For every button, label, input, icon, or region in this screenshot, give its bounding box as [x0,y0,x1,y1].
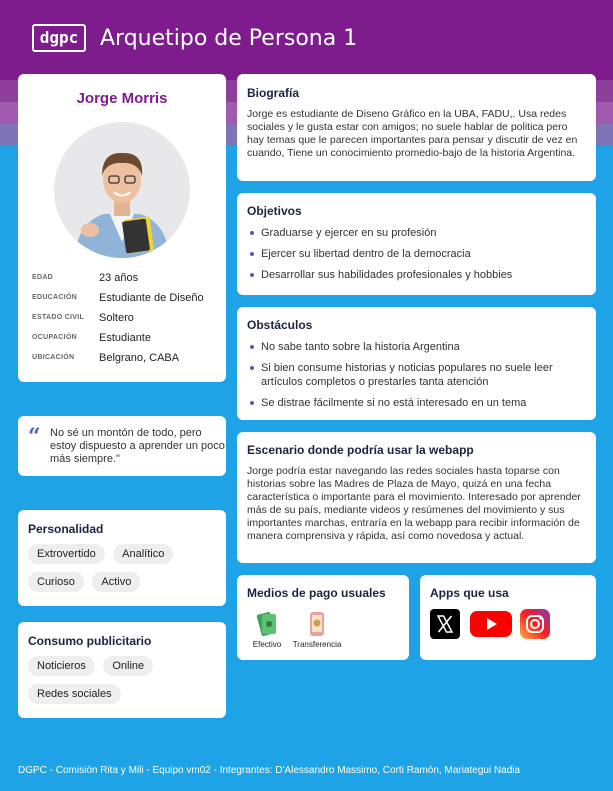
apps-card [420,575,596,660]
cash-icon [256,611,278,637]
detail-value: 23 años [99,272,139,284]
obstacle-item: Si bien consume historias y noticias populares no suele leer artículos completos o prestarles tanta atención [247,361,586,389]
profile-card [18,74,226,382]
payments-card [237,575,409,660]
quote-card [18,416,226,476]
detail-value: Soltero [99,312,134,324]
payment-item-transfer [289,611,345,649]
media-tag: Redes sociales [28,684,121,704]
section-title: Personalidad [28,522,104,536]
section-title: Consumo publicitario [28,634,152,648]
media-tag: Online [103,656,153,676]
detail-label: UBICACIÓN [32,354,75,361]
obstacle-item: No sabe tanto sobre la historia Argentina [247,340,586,354]
section-title: Medios de pago usuales [247,586,386,600]
section-title: Objetivos [247,204,302,218]
detail-label: EDAD [32,274,54,281]
detail-label: ESTADO CIVIL [32,314,85,321]
detail-value: Estudiante de Diseño [99,292,204,304]
obstacles-card [237,307,596,420]
persona-name: Jorge Morris [76,90,168,107]
x-icon[interactable] [430,609,460,639]
payment-label: Efectivo [252,640,282,649]
objective-item: Graduarse y ejercer en su profesión [247,226,586,240]
objective-item: Ejercer su libertad dentro de la democracia [247,247,586,261]
personality-card [18,510,226,606]
section-title: Biografía [247,86,300,100]
section-title: Obstáculos [247,318,313,332]
scenario-card [237,432,596,563]
instagram-icon[interactable] [520,609,550,639]
dgpc-logo: dgpc [32,24,86,52]
media-tag: Noticieros [28,656,95,676]
obstacle-item: Se distrae fácilmente si no está interesado en un tema [247,396,586,410]
objectives-card [237,193,596,295]
personality-tag: Extrovertido [28,544,105,564]
section-title: Apps que usa [430,586,509,600]
quote-icon: “ [28,424,41,450]
detail-label: EDUCACIÓN [32,294,78,301]
payment-label: Transferencia [292,640,342,649]
footer-text: DGPC - Comisión Rita y Mili - Equipo vm02 - Integrantes: D'Alessandro Massimo, Corti Ramón, Mariategui Nadia [18,765,521,776]
personality-tag: Activo [92,572,140,592]
objective-item: Desarrollar sus habilidades profesionales y hobbies [247,268,586,282]
youtube-icon[interactable] [470,609,512,639]
media-consumption-card [18,622,226,718]
avatar [54,122,190,258]
biography-card [237,74,596,181]
detail-label: OCUPACIÓN [32,334,77,341]
detail-value: Belgrano, CABA [99,352,180,364]
scenario-text: Jorge podría estar navegando las redes sociales hasta toparse con historias sobre las Madres de Plaza de Mayo, quizá en una fecha característica o importante para el movimiento. Interesado por aprender más de su país, mediante videos y resúmenes del movimiento y sus importantes marchas, entraría en la webapp para recibir información de manera comprensiva y rápida, así como novedosa y actual. [247,465,581,542]
biography-text: Jorge es estudiante de Diseno Gráfico en la UBA, FADU,. Usa redes sociales y le gusta estar con amigos; no suele hablar de politica pero hay temas que le parecen importantes para pensar y discutir de vez en cuando, Tiene un conocimiento promedio-bajo de la historia Argentina. [247,108,578,159]
payment-item-cash [247,611,287,649]
personality-tag: Analítico [113,544,173,564]
section-title: Escenario donde podría usar la webapp [247,443,474,457]
detail-value: Estudiante [99,332,151,344]
personality-tag: Curioso [28,572,84,592]
transfer-icon [306,611,328,637]
quote-text: No sé un montón de todo, pero estoy dispuesto a aprender un poco más siempre." [50,427,225,465]
page-title: Arquetipo de Persona 1 [100,26,358,51]
